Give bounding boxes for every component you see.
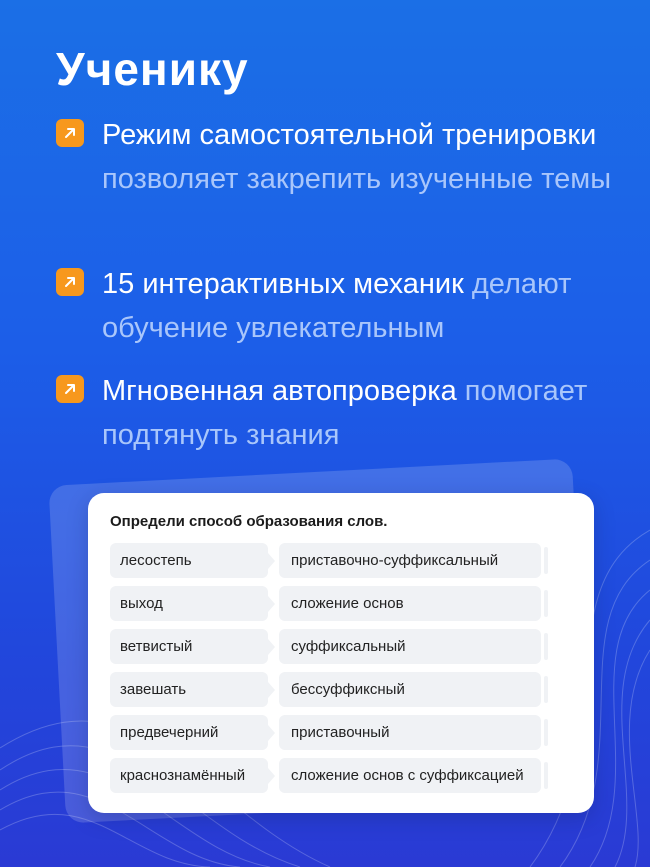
answer-chip[interactable]: суффиксальный <box>279 629 541 664</box>
word-chip[interactable]: краснознамённый <box>110 758 268 793</box>
exercise-title: Определи способ образования слов. <box>110 513 388 530</box>
arrow-up-right-icon <box>56 375 84 403</box>
answer-chip[interactable]: сложение основ <box>279 586 541 621</box>
answer-tail <box>544 547 548 574</box>
answer-chip[interactable]: приставочно-суффиксальный <box>279 543 541 578</box>
word-chip[interactable]: ветвистый <box>110 629 268 664</box>
answer-chip[interactable]: сложение основ с суффиксацией <box>279 758 541 793</box>
arrow-up-right-icon <box>56 268 84 296</box>
match-row <box>110 629 572 664</box>
answer-chip[interactable]: бессуффиксный <box>279 672 541 707</box>
feature-text <box>102 113 632 201</box>
arrow-up-right-icon <box>56 119 84 147</box>
feature-strong: Режим самостоятельной тренировки <box>102 119 597 151</box>
feature-strong: Мгновенная автопроверка <box>102 375 457 407</box>
match-row <box>110 672 572 707</box>
feature-strong: 15 интерактивных механик <box>102 268 464 300</box>
word-chip[interactable]: завешать <box>110 672 268 707</box>
answer-tail <box>544 633 548 660</box>
feature-text <box>102 369 632 457</box>
feature-text <box>102 262 632 350</box>
match-row <box>110 543 572 578</box>
match-row <box>110 586 572 621</box>
feature-soft: позволяет закрепить изученные темы <box>102 163 612 195</box>
answer-tail <box>544 676 548 703</box>
word-chip[interactable]: лесостепь <box>110 543 268 578</box>
exercise-card <box>88 493 594 813</box>
page-title: Ученику <box>56 43 249 95</box>
feature-soft: помогает подтянуть знания <box>102 375 588 451</box>
match-row <box>110 715 572 750</box>
word-chip[interactable]: предвечерний <box>110 715 268 750</box>
match-row <box>110 758 572 793</box>
answer-tail <box>544 719 548 746</box>
answer-chip[interactable]: приставочный <box>279 715 541 750</box>
answer-tail <box>544 762 548 789</box>
answer-tail <box>544 590 548 617</box>
feature-soft: делают обучение увлекательным <box>102 268 572 344</box>
word-chip[interactable]: выход <box>110 586 268 621</box>
